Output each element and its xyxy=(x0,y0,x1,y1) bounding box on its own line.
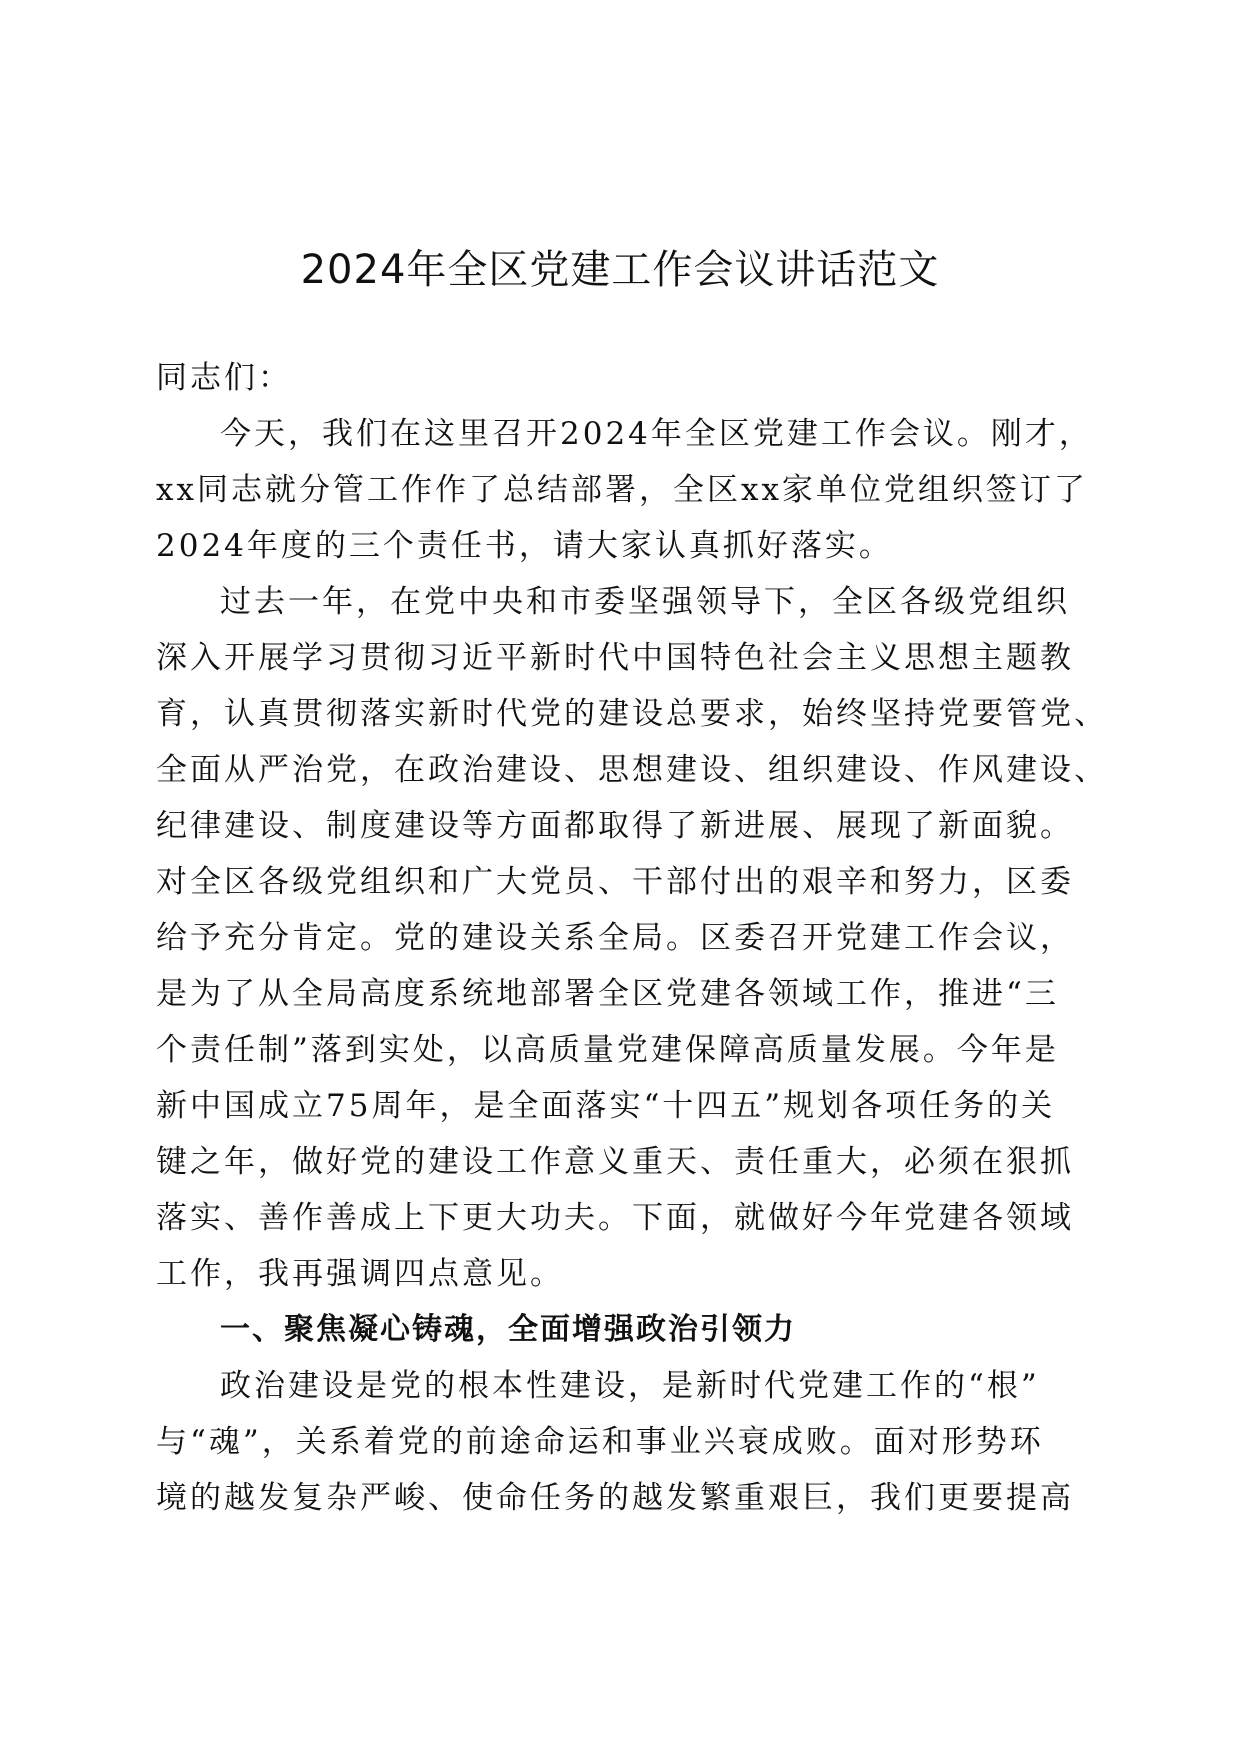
body-line: 2024年度的三个责任书，请大家认真抓好落实。 xyxy=(156,528,893,564)
body-line: xx同志就分管工作作了总结部署，全区xx家单位党组织签订了 xyxy=(156,472,1088,508)
body-line: 工作，我再强调四点意见。 xyxy=(156,1256,564,1292)
body-line: 与“魂”，关系着党的前途命运和事业兴衰成败。面对形势环 xyxy=(156,1424,1044,1460)
body-line: 政治建设是党的根本性建设，是新时代党建工作的“根” xyxy=(220,1368,1040,1404)
document-body xyxy=(156,350,1108,1526)
body-line: 键之年，做好党的建设工作意义重天、责任重大，必须在狠抓 xyxy=(156,1144,1074,1180)
body-line: 落实、善作善成上下更大功夫。下面，就做好今年党建各领域 xyxy=(156,1200,1074,1236)
document-title: 2024年全区党建工作会议讲话范文 xyxy=(300,247,940,293)
body-line: 同志们： xyxy=(156,360,292,396)
body-line: 全面从严治党，在政治建设、思想建设、组织建设、作风建设、 xyxy=(156,752,1108,788)
body-line: 新中国成立75周年，是全面落实“十四五”规划各项任务的关 xyxy=(156,1088,1056,1124)
body-line: 过去一年，在党中央和市委坚强领导下，全区各级党组织 xyxy=(220,584,1070,620)
body-line: 今天，我们在这里召开2024年全区党建工作会议。刚才， xyxy=(220,416,1093,452)
body-line: 给予充分肯定。党的建设关系全局。区委召开党建工作会议， xyxy=(156,920,1074,956)
body-line: 个责任制”落到实处，以高质量党建保障高质量发展。今年是 xyxy=(156,1032,1059,1068)
section-heading: 一、聚焦凝心铸魂，全面增强政治引领力 xyxy=(220,1312,796,1347)
body-line: 境的越发复杂严峻、使命任务的越发繁重艰巨，我们更要提高 xyxy=(156,1480,1074,1516)
body-line: 对全区各级党组织和广大党员、干部付出的艰辛和努力，区委 xyxy=(156,864,1074,900)
body-line: 育，认真贯彻落实新时代党的建设总要求，始终坚持党要管党、 xyxy=(156,696,1108,732)
body-line: 深入开展学习贯彻习近平新时代中国特色社会主义思想主题教 xyxy=(156,640,1074,676)
body-line: 是为了从全局高度系统地部署全区党建各领域工作，推进“三 xyxy=(156,976,1059,1012)
body-line: 纪律建设、制度建设等方面都取得了新进展、展现了新面貌。 xyxy=(156,808,1074,844)
